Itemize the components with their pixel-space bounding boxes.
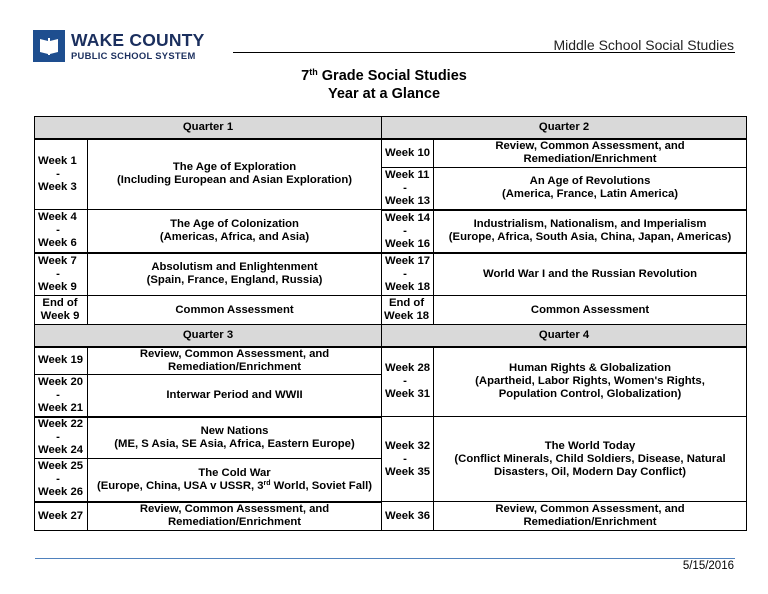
q1-topic-cell: Common Assessment	[88, 296, 382, 325]
quarter-3-header: Quarter 3	[35, 325, 382, 347]
q2-topic-cell: Common Assessment	[434, 296, 747, 325]
q3-week-cell: Week 27	[35, 502, 88, 531]
q2-topic-cell: World War I and the Russian Revolution	[434, 253, 747, 296]
q3-topic-cell: Review, Common Assessment, and Remediation/Enrichment	[88, 347, 382, 375]
district-logo	[33, 30, 204, 62]
q2-week-cell: Week 11 - Week 13	[382, 168, 434, 210]
q2-topic-cell: An Age of Revolutions (America, France, Latin America)	[434, 168, 747, 210]
q2-week-cell: Week 17 - Week 18	[382, 253, 434, 296]
q4-week-cell: Week 28 - Week 31	[382, 347, 434, 417]
q1-topic-cell: The Age of Exploration (Including European and Asian Exploration)	[88, 139, 382, 210]
q1-week-cell: Week 4 - Week 6	[35, 210, 88, 253]
q3-topic-cell: New Nations (ME, S Asia, SE Asia, Africa, Eastern Europe)	[88, 417, 382, 459]
q3-week-cell: Week 22 - Week 24	[35, 417, 88, 459]
q4-week-cell: Week 36	[382, 502, 434, 531]
footer-rule	[35, 558, 735, 559]
q1-week-cell: Week 7 - Week 9	[35, 253, 88, 296]
book-logo-icon	[33, 30, 65, 62]
logo-title: WAKE COUNTY	[71, 30, 205, 51]
q1-week-cell: End of Week 9	[35, 296, 88, 325]
header-subject: Middle School Social Studies	[553, 37, 734, 53]
q1-topic-cell: Absolutism and Enlightenment (Spain, France, England, Russia)	[88, 253, 382, 296]
q3-week-cell: Week 19	[35, 347, 88, 375]
q4-topic-cell: Human Rights & Globalization (Apartheid, Labor Rights, Women's Rights, Population Control, Globalization)	[434, 347, 747, 417]
q4-week-cell: Week 32 - Week 35	[382, 417, 434, 502]
q2-week-cell: End of Week 18	[382, 296, 434, 325]
q3-week-cell: Week 20 - Week 21	[35, 375, 88, 417]
quarter-4-header: Quarter 4	[382, 325, 747, 347]
logo-subtitle: PUBLIC SCHOOL SYSTEM	[71, 49, 196, 61]
footer-date: 5/15/2016	[682, 560, 734, 572]
q3-topic-cell: Interwar Period and WWII	[88, 375, 382, 417]
q2-week-cell: Week 14 - Week 16	[382, 210, 434, 253]
q3-topic-cell: The Cold War (Europe, China, USA v USSR, 3rd World, Soviet Fall)	[88, 459, 382, 502]
q2-week-cell: Week 10	[382, 139, 434, 168]
q2-topic-cell: Industrialism, Nationalism, and Imperialism (Europe, Africa, South Asia, China, Japan, Americas)	[434, 210, 747, 253]
quarter-2-header: Quarter 2	[382, 117, 747, 139]
q4-topic-cell: Review, Common Assessment, and Remediation/Enrichment	[434, 502, 747, 531]
q4-topic-cell: The World Today (Conflict Minerals, Child Soldiers, Disease, Natural Disasters, Oil, Modern Day Conflict)	[434, 417, 747, 502]
quarter-1-header: Quarter 1	[35, 117, 382, 139]
year-at-a-glance-table	[34, 116, 747, 531]
page-title: 7th Grade Social Studies Year at a Glance	[301, 67, 467, 102]
q1-topic-cell: The Age of Colonization (Americas, Africa, and Asia)	[88, 210, 382, 253]
q3-topic-cell: Review, Common Assessment, and Remediation/Enrichment	[88, 502, 382, 531]
q1-week-cell: Week 1 - Week 3	[35, 139, 88, 210]
q2-topic-cell: Review, Common Assessment, and Remediation/Enrichment	[434, 139, 747, 168]
q3-week-cell: Week 25 - Week 26	[35, 459, 88, 502]
